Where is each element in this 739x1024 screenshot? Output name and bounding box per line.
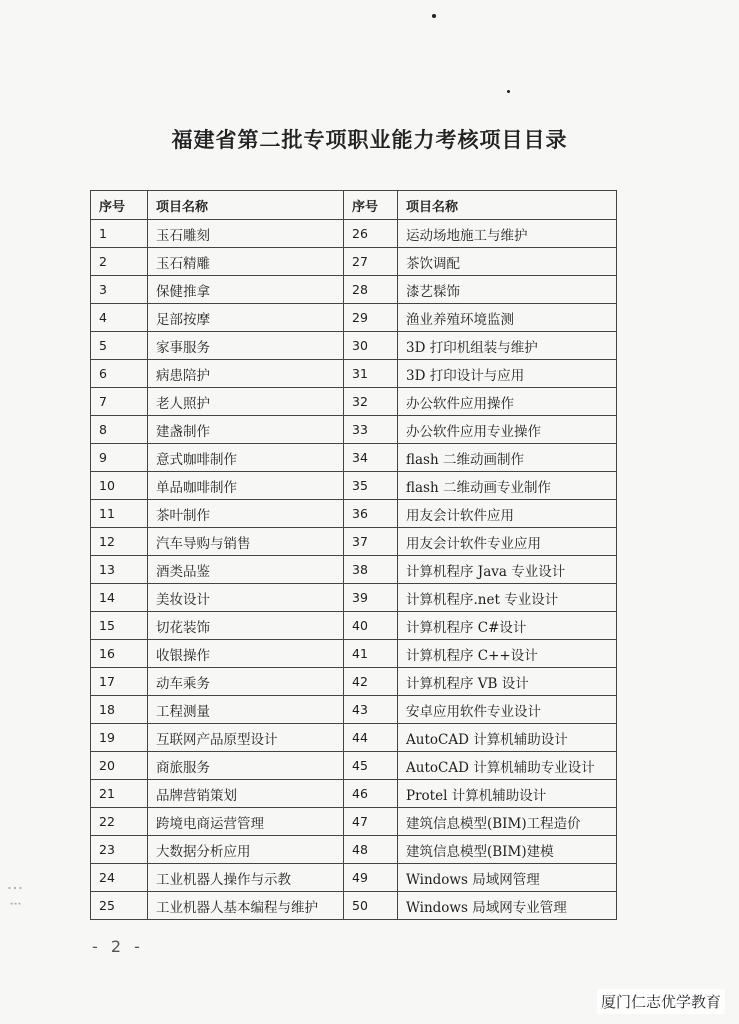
scan-speck <box>507 90 510 93</box>
item-number: 5 <box>91 332 148 360</box>
item-number: 6 <box>91 360 148 388</box>
watermark: 厦门仁志优学教育 <box>597 989 725 1014</box>
item-name: 运动场地施工与维护 <box>398 220 617 248</box>
table-row <box>91 220 617 248</box>
item-name: 玉石雕刻 <box>148 220 344 248</box>
item-number: 26 <box>344 220 398 248</box>
item-name: flash 二维动画专业制作 <box>398 472 617 500</box>
table-row <box>91 500 617 528</box>
item-number: 38 <box>344 556 398 584</box>
item-name: 商旅服务 <box>148 752 344 780</box>
item-number: 1 <box>91 220 148 248</box>
table-row <box>91 304 617 332</box>
item-name: AutoCAD 计算机辅助专业设计 <box>398 752 617 780</box>
item-number: 34 <box>344 444 398 472</box>
table-row <box>91 416 617 444</box>
table-row <box>91 668 617 696</box>
item-number: 42 <box>344 668 398 696</box>
item-number: 49 <box>344 864 398 892</box>
item-number: 20 <box>91 752 148 780</box>
item-name: 品牌营销策划 <box>148 780 344 808</box>
item-number: 44 <box>344 724 398 752</box>
item-name: 茶叶制作 <box>148 500 344 528</box>
table-body <box>91 220 617 920</box>
table-row <box>91 472 617 500</box>
item-number: 43 <box>344 696 398 724</box>
item-number: 27 <box>344 248 398 276</box>
margin-scan-mark: ⋮ ⁝ <box>6 880 25 907</box>
item-name: 办公软件应用专业操作 <box>398 416 617 444</box>
table-row <box>91 696 617 724</box>
item-number: 8 <box>91 416 148 444</box>
project-catalog-table <box>90 190 617 920</box>
header-name: 项目名称 <box>148 191 344 220</box>
table-row <box>91 612 617 640</box>
page-number: - 2 - <box>92 937 144 956</box>
item-name: 计算机程序.net 专业设计 <box>398 584 617 612</box>
table-row <box>91 332 617 360</box>
item-number: 15 <box>91 612 148 640</box>
item-name: 安卓应用软件专业设计 <box>398 696 617 724</box>
item-number: 30 <box>344 332 398 360</box>
item-number: 9 <box>91 444 148 472</box>
item-name: 家事服务 <box>148 332 344 360</box>
header-seq: 序号 <box>344 191 398 220</box>
item-number: 39 <box>344 584 398 612</box>
item-number: 48 <box>344 836 398 864</box>
item-number: 2 <box>91 248 148 276</box>
item-number: 18 <box>91 696 148 724</box>
table-row <box>91 836 617 864</box>
item-name: flash 二维动画制作 <box>398 444 617 472</box>
item-name: 单品咖啡制作 <box>148 472 344 500</box>
table-row <box>91 808 617 836</box>
item-number: 14 <box>91 584 148 612</box>
item-name: 计算机程序 VB 设计 <box>398 668 617 696</box>
item-number: 45 <box>344 752 398 780</box>
item-number: 23 <box>91 836 148 864</box>
item-number: 36 <box>344 500 398 528</box>
item-name: 工业机器人操作与示教 <box>148 864 344 892</box>
item-name: 渔业养殖环境监测 <box>398 304 617 332</box>
item-number: 22 <box>91 808 148 836</box>
table-row <box>91 388 617 416</box>
item-number: 24 <box>91 864 148 892</box>
scan-speck <box>432 14 436 18</box>
table-row <box>91 584 617 612</box>
item-number: 50 <box>344 892 398 920</box>
item-name: 建筑信息模型(BIM)工程造价 <box>398 808 617 836</box>
item-number: 21 <box>91 780 148 808</box>
item-number: 40 <box>344 612 398 640</box>
item-name: Protel 计算机辅助设计 <box>398 780 617 808</box>
item-name: 3D 打印机组装与维护 <box>398 332 617 360</box>
item-name: 计算机程序 C#设计 <box>398 612 617 640</box>
item-number: 13 <box>91 556 148 584</box>
table-row <box>91 248 617 276</box>
item-number: 12 <box>91 528 148 556</box>
item-name: 计算机程序 C++设计 <box>398 640 617 668</box>
item-name: 办公软件应用操作 <box>398 388 617 416</box>
item-name: 收银操作 <box>148 640 344 668</box>
table-row <box>91 752 617 780</box>
table-row <box>91 528 617 556</box>
item-name: 意式咖啡制作 <box>148 444 344 472</box>
item-name: 保健推拿 <box>148 276 344 304</box>
table-row <box>91 640 617 668</box>
item-number: 16 <box>91 640 148 668</box>
item-name: 用友会计软件应用 <box>398 500 617 528</box>
table-row <box>91 556 617 584</box>
item-name: 跨境电商运营管理 <box>148 808 344 836</box>
header-seq: 序号 <box>91 191 148 220</box>
header-name: 项目名称 <box>398 191 617 220</box>
item-name: 计算机程序 Java 专业设计 <box>398 556 617 584</box>
item-number: 11 <box>91 500 148 528</box>
item-number: 10 <box>91 472 148 500</box>
item-number: 41 <box>344 640 398 668</box>
table-row <box>91 724 617 752</box>
item-name: 玉石精雕 <box>148 248 344 276</box>
item-name: Windows 局域网专业管理 <box>398 892 617 920</box>
table-row <box>91 780 617 808</box>
table-row <box>91 444 617 472</box>
item-name: 病患陪护 <box>148 360 344 388</box>
item-number: 25 <box>91 892 148 920</box>
item-number: 29 <box>344 304 398 332</box>
item-number: 35 <box>344 472 398 500</box>
table-header-row <box>91 191 617 220</box>
item-name: 工程测量 <box>148 696 344 724</box>
item-number: 19 <box>91 724 148 752</box>
table-row <box>91 276 617 304</box>
item-number: 33 <box>344 416 398 444</box>
item-name: AutoCAD 计算机辅助设计 <box>398 724 617 752</box>
item-name: 建盏制作 <box>148 416 344 444</box>
item-number: 28 <box>344 276 398 304</box>
item-name: 用友会计软件专业应用 <box>398 528 617 556</box>
item-name: 3D 打印设计与应用 <box>398 360 617 388</box>
table-row <box>91 864 617 892</box>
item-number: 7 <box>91 388 148 416</box>
table-row <box>91 892 617 920</box>
item-name: 汽车导购与销售 <box>148 528 344 556</box>
item-name: Windows 局域网管理 <box>398 864 617 892</box>
item-number: 47 <box>344 808 398 836</box>
page-title: 福建省第二批专项职业能力考核项目目录 <box>171 127 568 152</box>
item-number: 3 <box>91 276 148 304</box>
item-number: 31 <box>344 360 398 388</box>
item-name: 漆艺髹饰 <box>398 276 617 304</box>
item-name: 建筑信息模型(BIM)建模 <box>398 836 617 864</box>
item-name: 动车乘务 <box>148 668 344 696</box>
item-number: 17 <box>91 668 148 696</box>
table-row <box>91 360 617 388</box>
item-number: 4 <box>91 304 148 332</box>
item-number: 46 <box>344 780 398 808</box>
item-number: 32 <box>344 388 398 416</box>
item-name: 酒类品鉴 <box>148 556 344 584</box>
item-name: 美妆设计 <box>148 584 344 612</box>
item-name: 足部按摩 <box>148 304 344 332</box>
item-name: 切花装饰 <box>148 612 344 640</box>
item-name: 茶饮调配 <box>398 248 617 276</box>
item-name: 互联网产品原型设计 <box>148 724 344 752</box>
item-number: 37 <box>344 528 398 556</box>
item-name: 老人照护 <box>148 388 344 416</box>
item-name: 工业机器人基本编程与维护 <box>148 892 344 920</box>
item-name: 大数据分析应用 <box>148 836 344 864</box>
